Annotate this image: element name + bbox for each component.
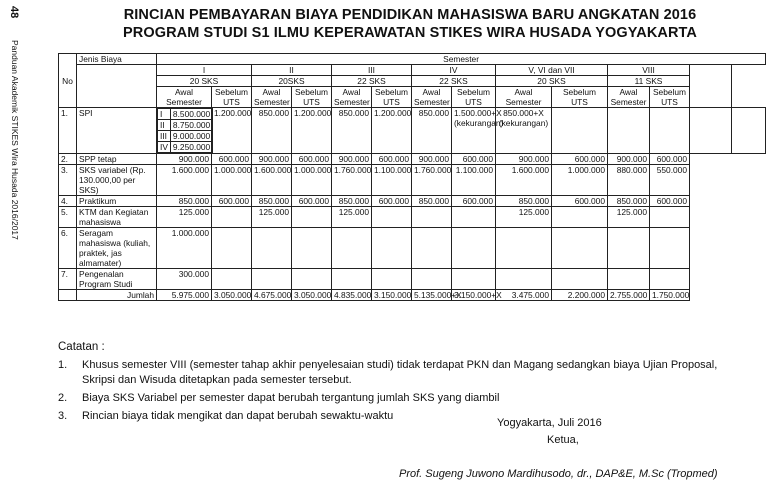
table-row — [59, 269, 766, 290]
note-text: Rincian biaya tidak mengikat dan dapat berubah sewaktu-waktu — [82, 410, 394, 422]
cell-value: 900.000 — [332, 154, 372, 165]
row-no: 3. — [59, 165, 77, 196]
cell-value — [292, 207, 332, 228]
sem-name: VIII — [608, 65, 690, 76]
cell-value: 1.760.000 — [332, 165, 372, 196]
row-label: Pengenalan Program Studi — [77, 269, 157, 290]
sem-sks: 20SKS — [252, 76, 332, 87]
spi-value: 1.200.000 — [292, 108, 332, 154]
note-number: 2. — [58, 392, 68, 404]
total-value: 4.675.000 — [252, 290, 292, 301]
cell-value — [496, 228, 552, 269]
row-no: 4. — [59, 196, 77, 207]
cell-value — [496, 269, 552, 290]
cell-value: 1.100.000 — [372, 165, 412, 196]
total-value: 2.200.000 — [552, 290, 608, 301]
cell-value — [372, 269, 412, 290]
cell-value — [608, 269, 650, 290]
cell-value: 900.000 — [608, 154, 650, 165]
total-value: 5.975.000 — [157, 290, 212, 301]
sub-header: Sebelum UTS — [212, 87, 252, 108]
note-text: Biaya SKS Variabel per semester dapat berubah tergantung jumlah SKS yang diambil — [82, 392, 500, 404]
no-header: No — [59, 54, 77, 108]
total-row — [59, 290, 766, 301]
cell-value: 900.000 — [412, 154, 452, 165]
sub-header: Awal Semester — [412, 87, 452, 108]
cell-value: 600.000 — [452, 154, 496, 165]
cell-value: 1.600.000 — [496, 165, 552, 196]
cell-value: 880.000 — [608, 165, 650, 196]
notes-heading: Catatan : — [58, 341, 105, 353]
total-value: 3.475.000 — [496, 290, 552, 301]
total-value: 4.835.000 — [332, 290, 372, 301]
cell-value — [252, 228, 292, 269]
row-no: 7. — [59, 269, 77, 290]
cell-value: 600.000 — [292, 196, 332, 207]
signature-role: Ketua, — [547, 434, 579, 446]
side-margin — [2, 0, 24, 300]
spi-value — [608, 108, 650, 154]
spi-option — [158, 120, 213, 131]
spi-grade: III — [158, 131, 171, 142]
cell-value: 600.000 — [552, 196, 608, 207]
cell-value: 125.000 — [157, 207, 212, 228]
cell-value — [332, 228, 372, 269]
cell-value — [292, 269, 332, 290]
sem-sks: 20 SKS — [157, 76, 252, 87]
cell-value: 850.000 — [496, 196, 552, 207]
sub-header: Sebelum UTS — [650, 87, 690, 108]
cell-value: 1.000.000 — [552, 165, 608, 196]
spi-options-table — [157, 108, 213, 153]
spi-grade: I — [158, 109, 171, 120]
cell-value — [552, 207, 608, 228]
spi-value: 1.500.000+X (kekurangan) — [452, 108, 496, 154]
cell-value — [552, 269, 608, 290]
row-label: SKS variabel (Rp. 130.000,00 per SKS) — [77, 165, 157, 196]
note-item — [58, 409, 748, 424]
note-number: 3. — [58, 410, 68, 422]
row-no: 5. — [59, 207, 77, 228]
sem-sks: 22 SKS — [412, 76, 496, 87]
cell-value: 900.000 — [157, 154, 212, 165]
semester-header: Semester — [157, 54, 766, 65]
cell-value: 125.000 — [252, 207, 292, 228]
total-value: 3.050.000 — [212, 290, 252, 301]
spi-amount: 9.000.000 — [170, 131, 212, 142]
cell-value — [452, 269, 496, 290]
total-value: 3.050.000 — [292, 290, 332, 301]
cell-value: 1.000.000 — [292, 165, 332, 196]
cell-value: 850.000 — [157, 196, 212, 207]
cell-value: 900.000 — [252, 154, 292, 165]
cell-value: 600.000 — [292, 154, 332, 165]
cell-value: 850.000 — [608, 196, 650, 207]
sub-header: Sebelum UTS — [372, 87, 412, 108]
total-value: 2.755.000 — [608, 290, 650, 301]
row-no: 2. — [59, 154, 77, 165]
title-line-1: RINCIAN PEMBAYARAN BIAYA PENDIDIKAN MAHASISWA BARU ANGKATAN 2016 — [123, 7, 697, 23]
spi-value: 1.200.000 — [372, 108, 412, 154]
cell-value: 600.000 — [212, 196, 252, 207]
sem-name: III — [332, 65, 412, 76]
table-row — [59, 154, 766, 165]
cell-value: 900.000 — [496, 154, 552, 165]
jenis-biaya-header: Jenis Biaya — [77, 54, 157, 65]
cell-value: 600.000 — [552, 154, 608, 165]
document-title — [60, 6, 760, 42]
sub-header: Awal Semester — [157, 87, 212, 108]
cell-value: 300.000 — [157, 269, 212, 290]
table-row — [59, 207, 766, 228]
cell-value — [372, 207, 412, 228]
table-row — [59, 165, 766, 196]
spi-option — [158, 142, 213, 153]
total-value: 1.750.000 — [650, 290, 690, 301]
spi-value — [552, 108, 608, 154]
sub-header: Sebelum UTS — [452, 87, 496, 108]
row-label: SPI — [77, 108, 157, 154]
signature-place-date: Yogyakarta, Juli 2016 — [497, 417, 602, 429]
cell-value: 600.000 — [372, 196, 412, 207]
sem-name: V, VI dan VII — [496, 65, 608, 76]
cell-value — [412, 269, 452, 290]
spi-value: 850.000 — [412, 108, 452, 154]
note-text: Khusus semester VIII (semester tahap akhir penyelesaian studi) tidak terdapat PKN dan Magang sedangkan biaya Ujian Proposal, Skripsi dan Wisuda ditetapkan pada semester tersebut. — [82, 359, 718, 386]
total-value: 3.150.000 — [372, 290, 412, 301]
cell-value — [412, 207, 452, 228]
running-footer: Panduan Akademik STIKES Wira Husada 2016/2017 — [10, 40, 20, 240]
cell-value — [552, 228, 608, 269]
sub-header: Awal Semester — [496, 87, 552, 108]
total-value: 5.135.000+X — [412, 290, 452, 301]
sub-header: Sebelum UTS — [292, 87, 332, 108]
cell-value: 600.000 — [650, 196, 690, 207]
row-no: 6. — [59, 228, 77, 269]
spi-amount: 8.750.000 — [170, 120, 212, 131]
cell-value: 600.000 — [372, 154, 412, 165]
cell-value: 850.000 — [412, 196, 452, 207]
note-item — [58, 358, 748, 388]
spi-value: 1.200.000 — [212, 108, 252, 154]
cell-value — [212, 228, 252, 269]
table-row — [59, 196, 766, 207]
cell-value: 1.000.000 — [212, 165, 252, 196]
cell-value — [452, 207, 496, 228]
cell-value: 850.000 — [252, 196, 292, 207]
header-row-sem — [59, 65, 766, 76]
sem-name: II — [252, 65, 332, 76]
header-row-sks — [59, 76, 766, 87]
row-no: 1. — [59, 108, 77, 154]
sem-sks: 22 SKS — [332, 76, 412, 87]
row-label: KTM dan Kegiatan mahasiswa — [77, 207, 157, 228]
cell-value: 1.600.000 — [252, 165, 292, 196]
cell-value: 1.000.000 — [157, 228, 212, 269]
total-value: 3.150.000+X — [452, 290, 496, 301]
spi-value — [650, 108, 690, 154]
cell-value: 125.000 — [608, 207, 650, 228]
sem-sks: 11 SKS — [608, 76, 690, 87]
cell-value — [650, 228, 690, 269]
spi-option — [158, 109, 213, 120]
spi-value — [690, 108, 732, 154]
cell-value: 125.000 — [496, 207, 552, 228]
signature-name: Prof. Sugeng Juwono Mardihusodo, dr., DAP&E, M.Sc (Tropmed) — [399, 468, 718, 480]
cell-value — [212, 269, 252, 290]
cell-value: 1.760.000 — [412, 165, 452, 196]
cell-value — [650, 207, 690, 228]
total-label: Jumlah — [77, 290, 157, 301]
spi-options-cell — [157, 108, 212, 154]
page-number: 48 — [8, 6, 20, 19]
spi-value: 850.000 — [332, 108, 372, 154]
table-row — [59, 228, 766, 269]
cell-value: 1.600.000 — [157, 165, 212, 196]
notes — [58, 340, 748, 424]
sem-sks: 20 SKS — [496, 76, 608, 87]
cell-value — [332, 269, 372, 290]
spi-value: 850.000+X (kekurangan) — [496, 108, 552, 154]
row-label: Praktikum — [77, 196, 157, 207]
spi-value: 850.000 — [252, 108, 292, 154]
cell-value — [412, 228, 452, 269]
sub-header: Awal Semester — [332, 87, 372, 108]
spi-grade: IV — [158, 142, 171, 153]
cell-value — [608, 228, 650, 269]
cell-value — [452, 228, 496, 269]
spi-amount: 9.250.000 — [170, 142, 212, 153]
cell-value: 550.000 — [650, 165, 690, 196]
spi-option — [158, 131, 213, 142]
cell-value: 600.000 — [650, 154, 690, 165]
cell-value: 600.000 — [452, 196, 496, 207]
spi-amount: 8.500.000 — [170, 109, 212, 120]
cell-value: 850.000 — [332, 196, 372, 207]
fee-table — [58, 53, 766, 301]
header-row-sub — [59, 87, 766, 108]
sem-name: IV — [412, 65, 496, 76]
cell-value — [372, 228, 412, 269]
cell-value: 125.000 — [332, 207, 372, 228]
note-item — [58, 391, 748, 406]
spi-grade: II — [158, 120, 171, 131]
sub-header: Sebelum UTS — [552, 87, 608, 108]
cell-value — [292, 228, 332, 269]
sub-header: Awal Semester — [252, 87, 292, 108]
title-line-2: PROGRAM STUDI S1 ILMU KEPERAWATAN STIKES WIRA HUSADA YOGYAKARTA — [123, 25, 697, 41]
cell-value — [252, 269, 292, 290]
cell-value — [650, 269, 690, 290]
note-number: 1. — [58, 359, 68, 371]
cell-value: 600.000 — [212, 154, 252, 165]
row-label: Seragam mahasiswa (kuliah, praktek, jas almamater) — [77, 228, 157, 269]
sem-name: I — [157, 65, 252, 76]
table-row-spi — [59, 108, 766, 154]
sub-header: Awal Semester — [608, 87, 650, 108]
cell-value: 1.100.000 — [452, 165, 496, 196]
row-label: SPP tetap — [77, 154, 157, 165]
cell-value — [212, 207, 252, 228]
header-row-1 — [59, 54, 766, 65]
